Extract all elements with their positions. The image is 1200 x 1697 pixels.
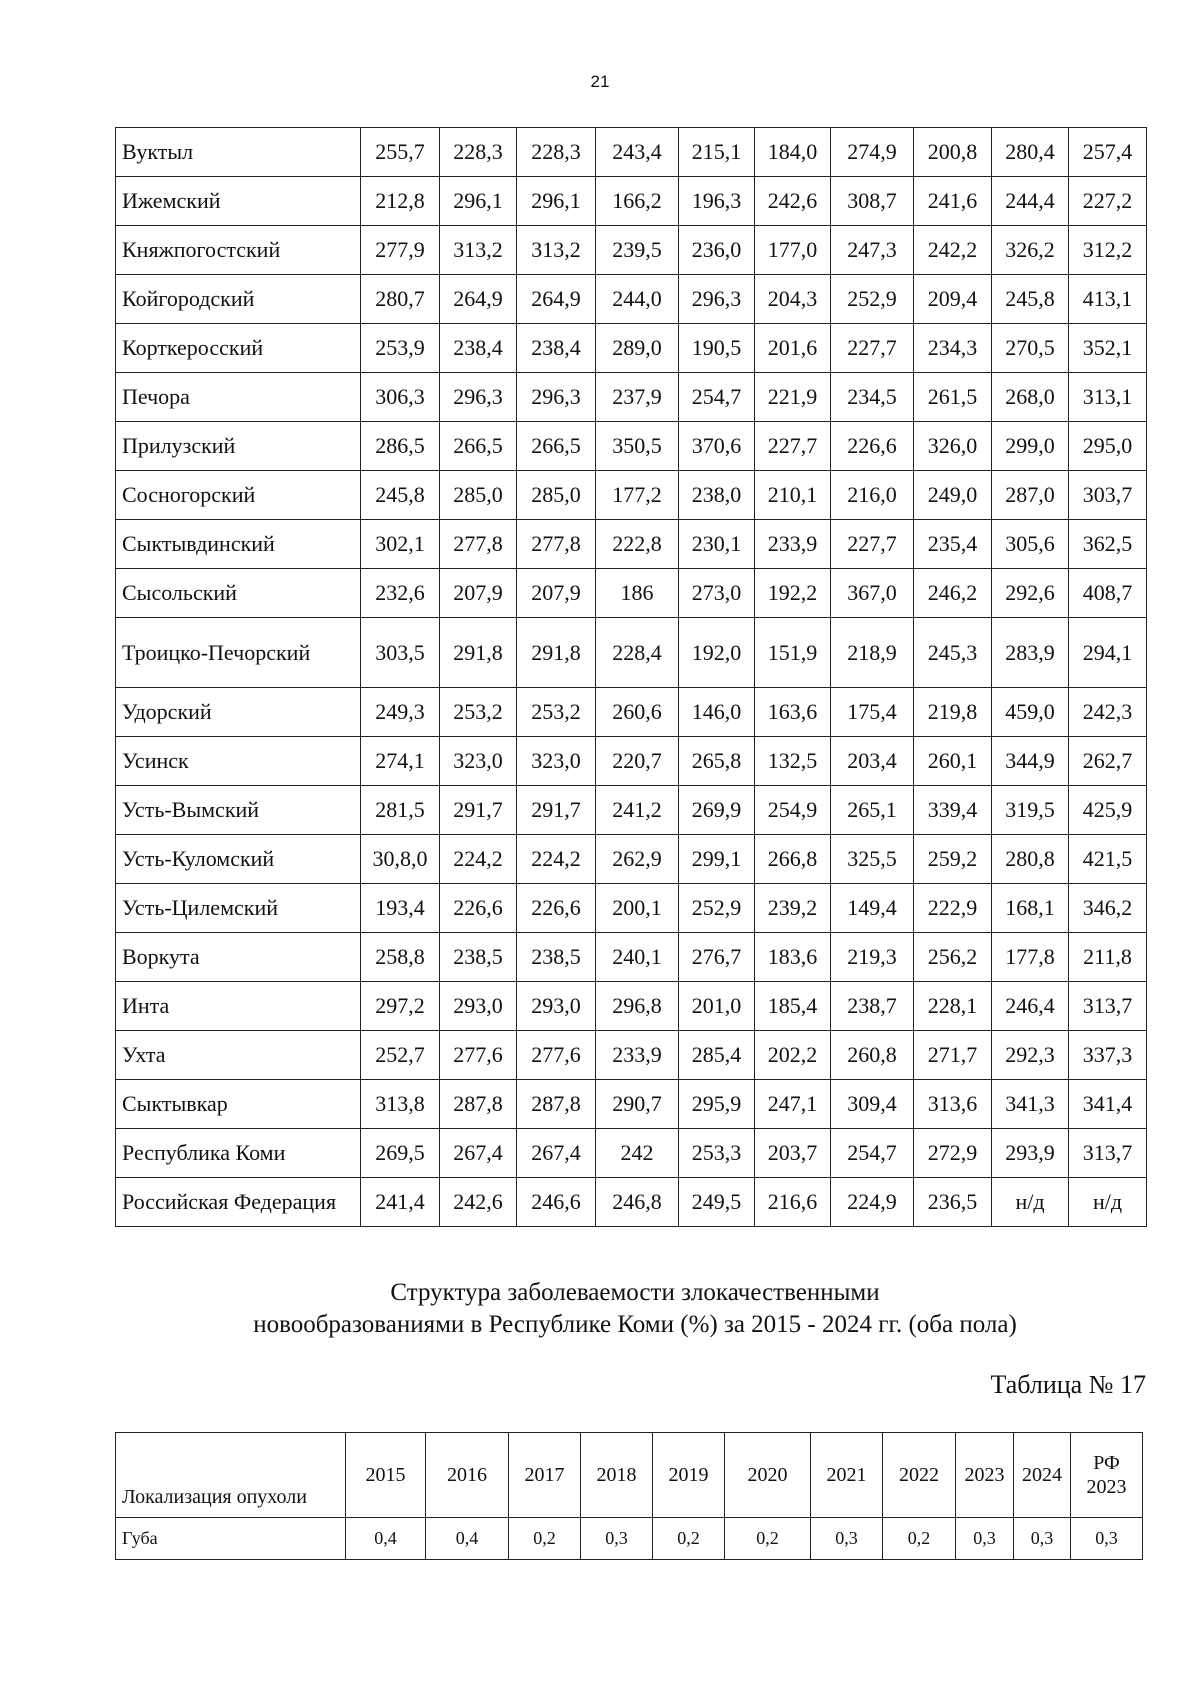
share-value-cell: 0,3 (956, 1518, 1014, 1560)
header-rf-2023 (1071, 1433, 1143, 1518)
rate-value-cell: 220,7 (596, 737, 679, 786)
region-name-cell: Российская Федерация (116, 1178, 361, 1227)
rate-value-cell: 294,1 (1069, 618, 1147, 688)
rate-value-cell: 295,9 (679, 1080, 755, 1129)
rate-value-cell: 290,7 (596, 1080, 679, 1129)
header-year: 2019 (653, 1433, 725, 1518)
rate-value-cell: 216,6 (755, 1178, 831, 1227)
region-name-cell: Усть-Куломский (116, 835, 361, 884)
rate-value-cell: 299,1 (679, 835, 755, 884)
page-number: 21 (590, 72, 610, 91)
rate-value-cell: 272,9 (914, 1129, 992, 1178)
rate-value-cell: 238,5 (440, 933, 517, 982)
rate-value-cell: 269,5 (361, 1129, 440, 1178)
rate-value-cell: 242,2 (914, 226, 992, 275)
rate-value-cell: 277,8 (517, 520, 596, 569)
rate-value-cell: 253,2 (440, 688, 517, 737)
rate-value-cell: 258,8 (361, 933, 440, 982)
rate-value-cell: 252,7 (361, 1031, 440, 1080)
rate-value-cell: 166,2 (596, 177, 679, 226)
rate-value-cell: 200,1 (596, 884, 679, 933)
header-localization: Локализация опухоли (116, 1433, 346, 1518)
rate-value-cell: 413,1 (1069, 275, 1147, 324)
header-year: 2015 (346, 1433, 426, 1518)
region-name-cell: Сысольский (116, 569, 361, 618)
rate-value-cell: 151,9 (755, 618, 831, 688)
rate-value-cell: 303,5 (361, 618, 440, 688)
rate-value-cell: 245,3 (914, 618, 992, 688)
rate-value-cell: 408,7 (1069, 569, 1147, 618)
header-year: 2018 (581, 1433, 653, 1518)
rate-value-cell: 266,5 (440, 422, 517, 471)
rate-value-cell: 185,4 (755, 982, 831, 1031)
rate-value-cell: 235,4 (914, 520, 992, 569)
rate-value-cell: 242,6 (755, 177, 831, 226)
rate-value-cell: 350,5 (596, 422, 679, 471)
rate-value-cell: 283,9 (992, 618, 1069, 688)
rate-value-cell: 309,4 (831, 1080, 914, 1129)
rate-value-cell: 246,6 (517, 1178, 596, 1227)
rate-value-cell: 337,3 (1069, 1031, 1147, 1080)
rate-value-cell: 253,3 (679, 1129, 755, 1178)
header-rf-label: РФ (1093, 1452, 1120, 1474)
rate-value-cell: 236,5 (914, 1178, 992, 1227)
header-year: 2016 (426, 1433, 509, 1518)
rate-value-cell: 255,7 (361, 128, 440, 177)
rate-value-cell: 228,1 (914, 982, 992, 1031)
rate-value-cell: 240,1 (596, 933, 679, 982)
incidence-rates-table (115, 127, 1147, 1227)
rate-value-cell: 210,1 (755, 471, 831, 520)
rate-value-cell: 274,1 (361, 737, 440, 786)
rate-value-cell: 341,4 (1069, 1080, 1147, 1129)
header-rf-year: 2023 (1086, 1476, 1127, 1498)
rate-value-cell: н/д (992, 1178, 1069, 1227)
share-value-cell: 0,4 (426, 1518, 509, 1560)
rate-value-cell: 230,1 (679, 520, 755, 569)
rate-value-cell: 239,2 (755, 884, 831, 933)
rate-value-cell: 146,0 (679, 688, 755, 737)
table-row (116, 688, 1147, 737)
rate-value-cell: 323,0 (517, 737, 596, 786)
rate-value-cell: 227,7 (831, 324, 914, 373)
rate-value-cell: 204,3 (755, 275, 831, 324)
table-row (116, 1031, 1147, 1080)
rate-value-cell: 221,9 (755, 373, 831, 422)
rate-value-cell: 243,4 (596, 128, 679, 177)
rate-value-cell: 287,8 (440, 1080, 517, 1129)
share-value-cell: 0,2 (725, 1518, 811, 1560)
rate-value-cell: 313,1 (1069, 373, 1147, 422)
rate-value-cell: 201,6 (755, 324, 831, 373)
rate-value-cell: 203,4 (831, 737, 914, 786)
rate-value-cell: 192,2 (755, 569, 831, 618)
rate-value-cell: 249,0 (914, 471, 992, 520)
rate-value-cell: 224,2 (517, 835, 596, 884)
rate-value-cell: 341,3 (992, 1080, 1069, 1129)
rate-value-cell: 215,1 (679, 128, 755, 177)
rate-value-cell: 196,3 (679, 177, 755, 226)
rate-value-cell: 222,8 (596, 520, 679, 569)
rate-value-cell: 291,7 (517, 786, 596, 835)
rate-value-cell: 226,6 (517, 884, 596, 933)
rate-value-cell: 257,4 (1069, 128, 1147, 177)
rate-value-cell: 183,6 (755, 933, 831, 982)
rate-value-cell: 287,0 (992, 471, 1069, 520)
rate-value-cell: 421,5 (1069, 835, 1147, 884)
rate-value-cell: 265,1 (831, 786, 914, 835)
table-row (116, 128, 1147, 177)
rate-value-cell: 224,2 (440, 835, 517, 884)
rate-value-cell: 244,4 (992, 177, 1069, 226)
region-name-cell: Вуктыл (116, 128, 361, 177)
rate-value-cell: 246,4 (992, 982, 1069, 1031)
region-name-cell: Усть-Вымский (116, 786, 361, 835)
rate-value-cell: 260,8 (831, 1031, 914, 1080)
rate-value-cell: 277,8 (440, 520, 517, 569)
rate-value-cell: 238,5 (517, 933, 596, 982)
rate-value-cell: 362,5 (1069, 520, 1147, 569)
region-name-cell: Корткеросский (116, 324, 361, 373)
rate-value-cell: 163,6 (755, 688, 831, 737)
table-row (116, 520, 1147, 569)
rate-value-cell: 286,5 (361, 422, 440, 471)
rate-value-cell: 241,2 (596, 786, 679, 835)
region-name-cell: Республика Коми (116, 1129, 361, 1178)
rate-value-cell: 299,0 (992, 422, 1069, 471)
rate-value-cell: 256,2 (914, 933, 992, 982)
section-title-line2: новообразованиями в Республике Коми (%) за 2015 - 2024 гг. (оба пола) (253, 1311, 1017, 1338)
rate-value-cell: 244,0 (596, 275, 679, 324)
rate-value-cell: 296,3 (679, 275, 755, 324)
rate-value-cell: 291,8 (440, 618, 517, 688)
rate-value-cell: 313,7 (1069, 982, 1147, 1031)
region-name-cell: Ухта (116, 1031, 361, 1080)
rate-value-cell: 207,9 (440, 569, 517, 618)
rate-value-cell: 344,9 (992, 737, 1069, 786)
rate-value-cell: 242,6 (440, 1178, 517, 1227)
region-name-cell: Усинск (116, 737, 361, 786)
rate-value-cell: 175,4 (831, 688, 914, 737)
rate-value-cell: 326,2 (992, 226, 1069, 275)
rate-value-cell: 238,4 (440, 324, 517, 373)
rate-value-cell: 247,3 (831, 226, 914, 275)
rate-value-cell: 232,6 (361, 569, 440, 618)
header-year: 2017 (509, 1433, 581, 1518)
rate-value-cell: 216,0 (831, 471, 914, 520)
localization-cell: Губа (116, 1518, 346, 1560)
table-row (116, 982, 1147, 1031)
rate-value-cell: 253,9 (361, 324, 440, 373)
table-row (116, 835, 1147, 884)
rate-value-cell: 234,5 (831, 373, 914, 422)
header-year: 2024 (1014, 1433, 1071, 1518)
region-name-cell: Сосногорский (116, 471, 361, 520)
rate-value-cell: 252,9 (679, 884, 755, 933)
rate-value-cell: 285,4 (679, 1031, 755, 1080)
rate-value-cell: 234,3 (914, 324, 992, 373)
region-name-cell: Усть-Цилемский (116, 884, 361, 933)
rate-value-cell: 190,5 (679, 324, 755, 373)
rate-value-cell: 132,5 (755, 737, 831, 786)
rate-value-cell: 277,9 (361, 226, 440, 275)
header-year: 2020 (725, 1433, 811, 1518)
rate-value-cell: 367,0 (831, 569, 914, 618)
rate-value-cell: 274,9 (831, 128, 914, 177)
rate-value-cell: 228,3 (440, 128, 517, 177)
rate-value-cell: 262,9 (596, 835, 679, 884)
region-name-cell: Ижемский (116, 177, 361, 226)
table-row (116, 933, 1147, 982)
rate-value-cell: 177,2 (596, 471, 679, 520)
rate-value-cell: 236,0 (679, 226, 755, 275)
rate-value-cell: 212,8 (361, 177, 440, 226)
table-row (116, 737, 1147, 786)
rate-value-cell: 241,4 (361, 1178, 440, 1227)
table-row (116, 786, 1147, 835)
rate-value-cell: 285,0 (440, 471, 517, 520)
rate-value-cell: 291,8 (517, 618, 596, 688)
rate-value-cell: 30,8,0 (361, 835, 440, 884)
rate-value-cell: 293,0 (517, 982, 596, 1031)
rate-value-cell: 254,7 (679, 373, 755, 422)
rate-value-cell: 259,2 (914, 835, 992, 884)
rate-value-cell: 238,7 (831, 982, 914, 1031)
rate-value-cell: 265,8 (679, 737, 755, 786)
rate-value-cell: 352,1 (1069, 324, 1147, 373)
table-label: Таблица № 17 (990, 1370, 1146, 1399)
rate-value-cell: 425,9 (1069, 786, 1147, 835)
rate-value-cell: 267,4 (517, 1129, 596, 1178)
rate-value-cell: 239,5 (596, 226, 679, 275)
header-year: 2022 (883, 1433, 956, 1518)
rate-value-cell: 249,3 (361, 688, 440, 737)
structure-header-row (116, 1433, 1143, 1518)
rate-value-cell: 227,7 (831, 520, 914, 569)
rate-value-cell: 296,3 (440, 373, 517, 422)
table-row (116, 275, 1147, 324)
region-name-cell: Сыктывкар (116, 1080, 361, 1129)
share-value-cell: 0,3 (1071, 1518, 1143, 1560)
rate-value-cell: 242 (596, 1129, 679, 1178)
region-name-cell: Удорский (116, 688, 361, 737)
rate-value-cell: 268,0 (992, 373, 1069, 422)
region-name-cell: Сыктывдинский (116, 520, 361, 569)
rate-value-cell: 253,2 (517, 688, 596, 737)
structure-table (115, 1432, 1143, 1560)
rate-value-cell: 184,0 (755, 128, 831, 177)
rate-value-cell: 313,7 (1069, 1129, 1147, 1178)
rate-value-cell: 168,1 (992, 884, 1069, 933)
rate-value-cell: 203,7 (755, 1129, 831, 1178)
rate-value-cell: 266,8 (755, 835, 831, 884)
share-value-cell: 0,2 (509, 1518, 581, 1560)
rate-value-cell: 285,0 (517, 471, 596, 520)
rate-value-cell: 313,8 (361, 1080, 440, 1129)
rate-value-cell: 296,1 (440, 177, 517, 226)
share-value-cell: 0,3 (581, 1518, 653, 1560)
region-name-cell: Койгородский (116, 275, 361, 324)
rate-value-cell: 233,9 (596, 1031, 679, 1080)
rate-value-cell: 459,0 (992, 688, 1069, 737)
rate-value-cell: 193,4 (361, 884, 440, 933)
rate-value-cell: 246,8 (596, 1178, 679, 1227)
rate-value-cell: 264,9 (440, 275, 517, 324)
rate-value-cell: 319,5 (992, 786, 1069, 835)
rate-value-cell: 271,7 (914, 1031, 992, 1080)
rate-value-cell: 305,6 (992, 520, 1069, 569)
rate-value-cell: 200,8 (914, 128, 992, 177)
rate-value-cell: 228,3 (517, 128, 596, 177)
rate-value-cell: 207,9 (517, 569, 596, 618)
rate-value-cell: 296,8 (596, 982, 679, 1031)
rate-value-cell: 276,7 (679, 933, 755, 982)
rate-value-cell: 218,9 (831, 618, 914, 688)
region-name-cell: Троицко-Печорский (116, 618, 361, 688)
rate-value-cell: 267,4 (440, 1129, 517, 1178)
rate-value-cell: 313,2 (440, 226, 517, 275)
rate-value-cell: 326,0 (914, 422, 992, 471)
rate-value-cell: 280,8 (992, 835, 1069, 884)
rate-value-cell: 233,9 (755, 520, 831, 569)
region-name-cell: Прилузский (116, 422, 361, 471)
rate-value-cell: 261,5 (914, 373, 992, 422)
table-row (116, 1080, 1147, 1129)
rate-value-cell: 262,7 (1069, 737, 1147, 786)
rate-value-cell: 297,2 (361, 982, 440, 1031)
rate-value-cell: 302,1 (361, 520, 440, 569)
rate-value-cell: 149,4 (831, 884, 914, 933)
share-value-cell: 0,3 (1014, 1518, 1071, 1560)
region-name-cell: Печора (116, 373, 361, 422)
rate-value-cell: 277,6 (517, 1031, 596, 1080)
region-name-cell: Княжпогостский (116, 226, 361, 275)
rate-value-cell: 346,2 (1069, 884, 1147, 933)
rate-value-cell: 228,4 (596, 618, 679, 688)
rate-value-cell: 296,3 (517, 373, 596, 422)
region-name-cell: Воркута (116, 933, 361, 982)
rate-value-cell: 280,7 (361, 275, 440, 324)
rate-value-cell: 227,7 (755, 422, 831, 471)
table-row (116, 884, 1147, 933)
rate-value-cell: 277,6 (440, 1031, 517, 1080)
table-row (116, 471, 1147, 520)
rate-value-cell: 192,0 (679, 618, 755, 688)
table-row (116, 618, 1147, 688)
rate-value-cell: 296,1 (517, 177, 596, 226)
rate-value-cell: 264,9 (517, 275, 596, 324)
rate-value-cell: 292,3 (992, 1031, 1069, 1080)
rate-value-cell: 241,6 (914, 177, 992, 226)
rate-value-cell: 303,7 (1069, 471, 1147, 520)
rate-value-cell: 249,5 (679, 1178, 755, 1227)
table-row (116, 324, 1147, 373)
rate-value-cell: 247,1 (755, 1080, 831, 1129)
rate-value-cell: 370,6 (679, 422, 755, 471)
rate-value-cell: 287,8 (517, 1080, 596, 1129)
rate-value-cell: 237,9 (596, 373, 679, 422)
rate-value-cell: 292,6 (992, 569, 1069, 618)
rate-value-cell: 270,5 (992, 324, 1069, 373)
rate-value-cell: 323,0 (440, 737, 517, 786)
rate-value-cell: 289,0 (596, 324, 679, 373)
section-title (0, 1277, 1200, 1341)
table-row (116, 1129, 1147, 1178)
rate-value-cell: 242,3 (1069, 688, 1147, 737)
table-row (116, 373, 1147, 422)
header-year: 2023 (956, 1433, 1014, 1518)
share-value-cell: 0,2 (883, 1518, 956, 1560)
rate-value-cell: 339,4 (914, 786, 992, 835)
rate-value-cell: 260,1 (914, 737, 992, 786)
rate-value-cell: 308,7 (831, 177, 914, 226)
rate-value-cell: 293,0 (440, 982, 517, 1031)
rate-value-cell: 211,8 (1069, 933, 1147, 982)
rate-value-cell: 325,5 (831, 835, 914, 884)
rate-value-cell: 254,9 (755, 786, 831, 835)
rate-value-cell: 269,9 (679, 786, 755, 835)
rate-value-cell: 226,6 (440, 884, 517, 933)
table-row (116, 226, 1147, 275)
table-row (116, 1178, 1147, 1227)
rate-value-cell: 280,4 (992, 128, 1069, 177)
rate-value-cell: 252,9 (831, 275, 914, 324)
rate-value-cell: 219,3 (831, 933, 914, 982)
rate-value-cell: 312,2 (1069, 226, 1147, 275)
rate-value-cell: 177,0 (755, 226, 831, 275)
rate-value-cell: 254,7 (831, 1129, 914, 1178)
rate-value-cell: 202,2 (755, 1031, 831, 1080)
share-value-cell: 0,2 (653, 1518, 725, 1560)
rate-value-cell: 266,5 (517, 422, 596, 471)
rate-value-cell: 245,8 (992, 275, 1069, 324)
share-value-cell: 0,4 (346, 1518, 426, 1560)
rate-value-cell: 245,8 (361, 471, 440, 520)
rate-value-cell: 238,0 (679, 471, 755, 520)
table-row (116, 177, 1147, 226)
rate-value-cell: 273,0 (679, 569, 755, 618)
share-value-cell: 0,3 (811, 1518, 883, 1560)
rate-value-cell: 226,6 (831, 422, 914, 471)
table-row (116, 569, 1147, 618)
rate-value-cell: 295,0 (1069, 422, 1147, 471)
rate-value-cell: н/д (1069, 1178, 1147, 1227)
table-row (116, 1518, 1143, 1560)
rate-value-cell: 291,7 (440, 786, 517, 835)
rate-value-cell: 293,9 (992, 1129, 1069, 1178)
region-name-cell: Инта (116, 982, 361, 1031)
rate-value-cell: 222,9 (914, 884, 992, 933)
rate-value-cell: 246,2 (914, 569, 992, 618)
rate-value-cell: 313,6 (914, 1080, 992, 1129)
rate-value-cell: 227,2 (1069, 177, 1147, 226)
rate-value-cell: 209,4 (914, 275, 992, 324)
rate-value-cell: 238,4 (517, 324, 596, 373)
rate-value-cell: 186 (596, 569, 679, 618)
rate-value-cell: 313,2 (517, 226, 596, 275)
rate-value-cell: 224,9 (831, 1178, 914, 1227)
table-row (116, 422, 1147, 471)
rate-value-cell: 281,5 (361, 786, 440, 835)
rate-value-cell: 306,3 (361, 373, 440, 422)
rate-value-cell: 219,8 (914, 688, 992, 737)
rate-value-cell: 260,6 (596, 688, 679, 737)
rate-value-cell: 177,8 (992, 933, 1069, 982)
header-year: 2021 (811, 1433, 883, 1518)
section-title-line1: Структура заболеваемости злокачественными (390, 1279, 880, 1306)
rate-value-cell: 201,0 (679, 982, 755, 1031)
